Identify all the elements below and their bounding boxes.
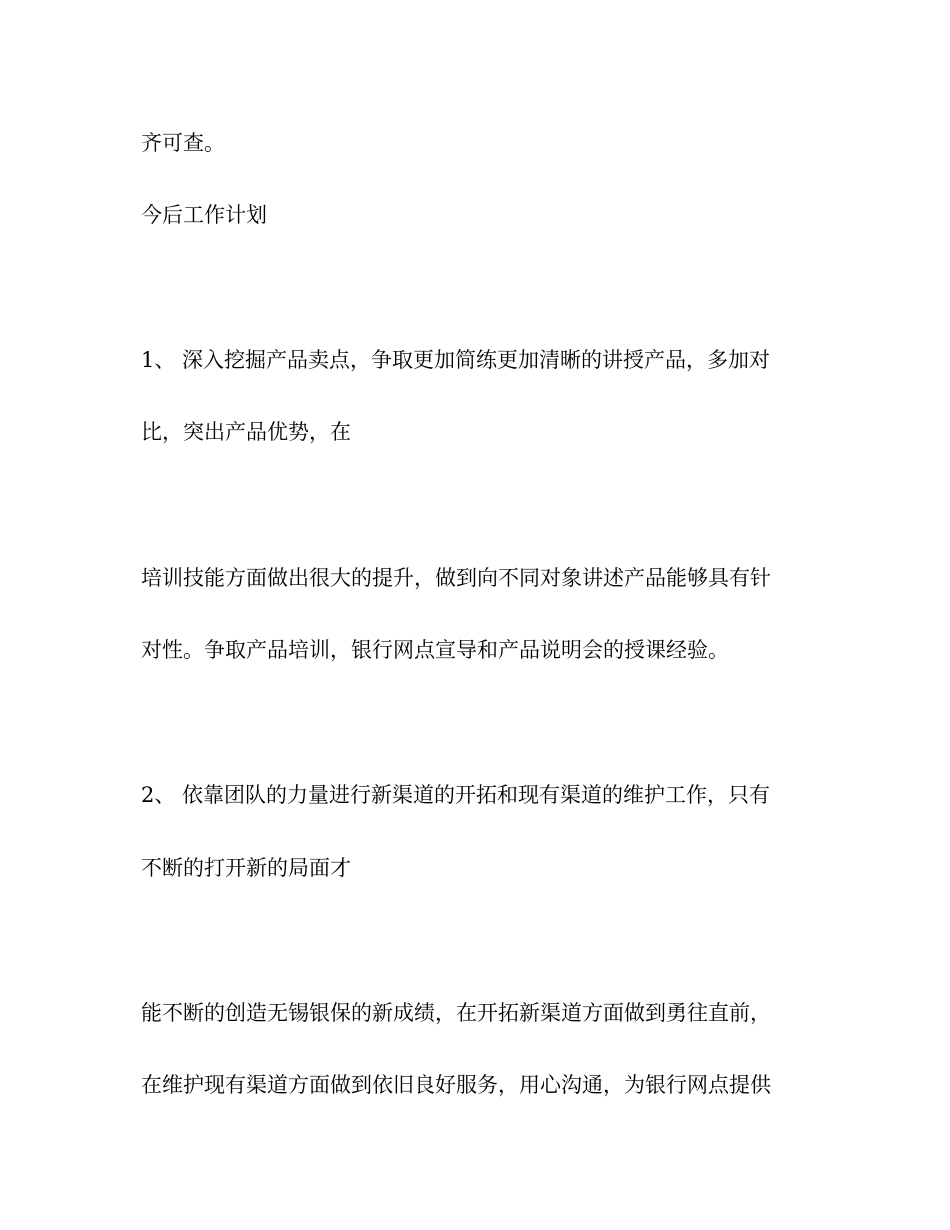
- text-line: 培训技能方面做出很大的提升，做到向不同对象讲述产品能够具有针: [141, 566, 771, 590]
- text-line: 能不断的创造无锡银保的新成绩，在开拓新渠道方面做到勇往直前，: [141, 1001, 771, 1025]
- text-line: 在维护现有渠道方面做到依旧良好服务，用心沟通，为银行网点提供: [141, 1073, 771, 1097]
- text-line: 比，突出产品优势，在: [141, 420, 351, 444]
- text-line: 齐可查。: [141, 131, 225, 155]
- text-line: 1、 深入挖掘产品卖点，争取更加简练更加清晰的讲授产品，多加对: [141, 348, 771, 372]
- section-heading: 今后工作计划: [141, 203, 267, 227]
- text-line: 不断的打开新的局面才: [141, 856, 351, 880]
- text-line: 2、 依靠团队的力量进行新渠道的开拓和现有渠道的维护工作，只有: [141, 783, 771, 807]
- text-line: 对性。争取产品培训，银行网点宣导和产品说明会的授课经验。: [141, 638, 729, 662]
